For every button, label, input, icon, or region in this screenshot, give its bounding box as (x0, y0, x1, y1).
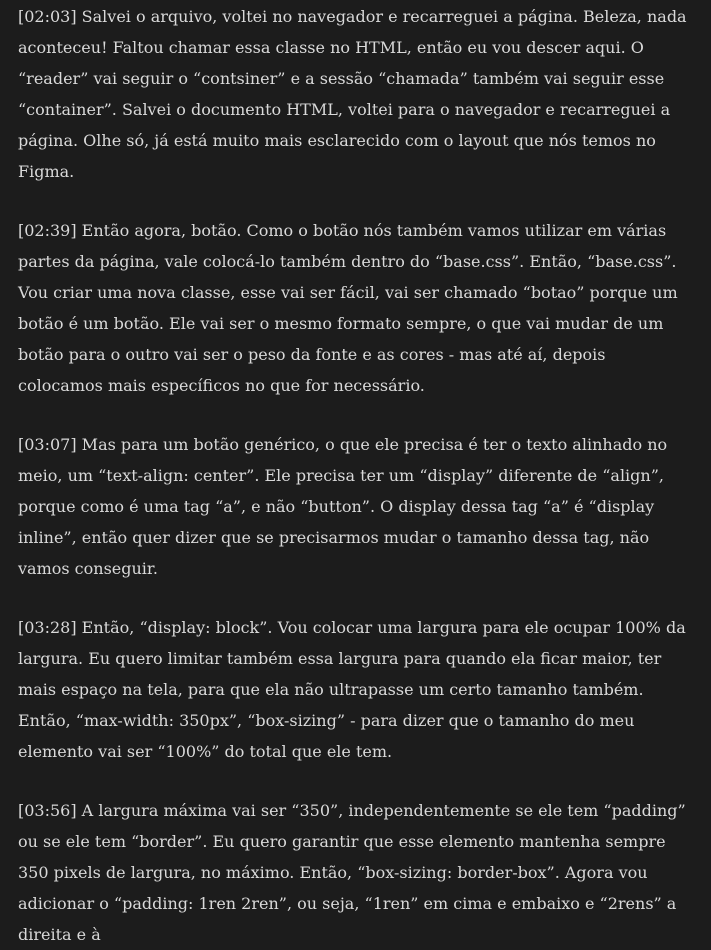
paragraph-text: Mas para um botão genérico, o que ele precisa é ter o texto alinhado no meio, um “text-align: center”. Ele precisa ter um “display” diferente de “align”, porque como é uma tag “a”, e não “button”. O display dessa tag “a” é “display inline”, então quer dizer que se precisarmos mudar o tamanho dessa tag, não vamos conseguir. (18, 435, 668, 578)
paragraph-text: Então agora, botão. Como o botão nós também vamos utilizar em várias partes da página, vale colocá-lo também dentro do “base.css”. Então, “base.css”. Vou criar uma nova classe, esse vai ser fácil, vai ser chamado “botao” porque um botão é um botão. Ele vai ser o mesmo formato sempre, o que vai mudar de um botão para o outro vai ser o peso da fonte e as cores - mas até aí, depois colocamos mais específicos no que for necessário. (18, 221, 678, 395)
transcript-paragraph (18, 612, 695, 767)
transcript-paragraph (18, 1, 695, 187)
transcript-text (0, 1, 711, 950)
transcript-paragraph (18, 215, 695, 401)
timestamp[interactable]: [02:39] (18, 221, 77, 240)
paragraph-text: Salvei o arquivo, voltei no navegador e recarreguei a página. Beleza, nada aconteceu! Faltou chamar essa classe no HTML, então eu vou descer aqui. O “reader” vai seguir o “contsiner” e a sessão “chamada” também vai seguir esse “container”. Salvei o documento HTML, voltei para o navegador e recarreguei a página. Olhe só, já está muito mais esclarecido com o layout que nós temos no Figma. (18, 7, 687, 181)
timestamp[interactable]: [02:03] (18, 7, 77, 26)
transcript-paragraph (18, 795, 695, 950)
paragraph-text: Então, “display: block”. Vou colocar uma largura para ele ocupar 100% da largura. Eu quero limitar também essa largura para quando ela ficar maior, ter mais espaço na tela, para que ela não ultrapasse um certo tamanho também. Então, “max-width: 350px”, “box-sizing” - para dizer que o tamanho do meu elemento vai ser “100%” do total que ele tem. (18, 618, 686, 761)
timestamp[interactable]: [03:28] (18, 618, 77, 637)
timestamp[interactable]: [03:56] (18, 801, 77, 820)
timestamp[interactable]: [03:07] (18, 435, 77, 454)
paragraph-text: A largura máxima vai ser “350”, independentemente se ele tem “padding” ou se ele tem “border”. Eu quero garantir que esse elemento mantenha sempre 350 pixels de largura, no máximo. Então, “box-sizing: border-box”. Agora vou adicionar o “padding: 1ren 2ren”, ou seja, “1ren” em cima e embaixo e “2rens” a direita e à (18, 801, 686, 944)
transcript-paragraph (18, 429, 695, 584)
